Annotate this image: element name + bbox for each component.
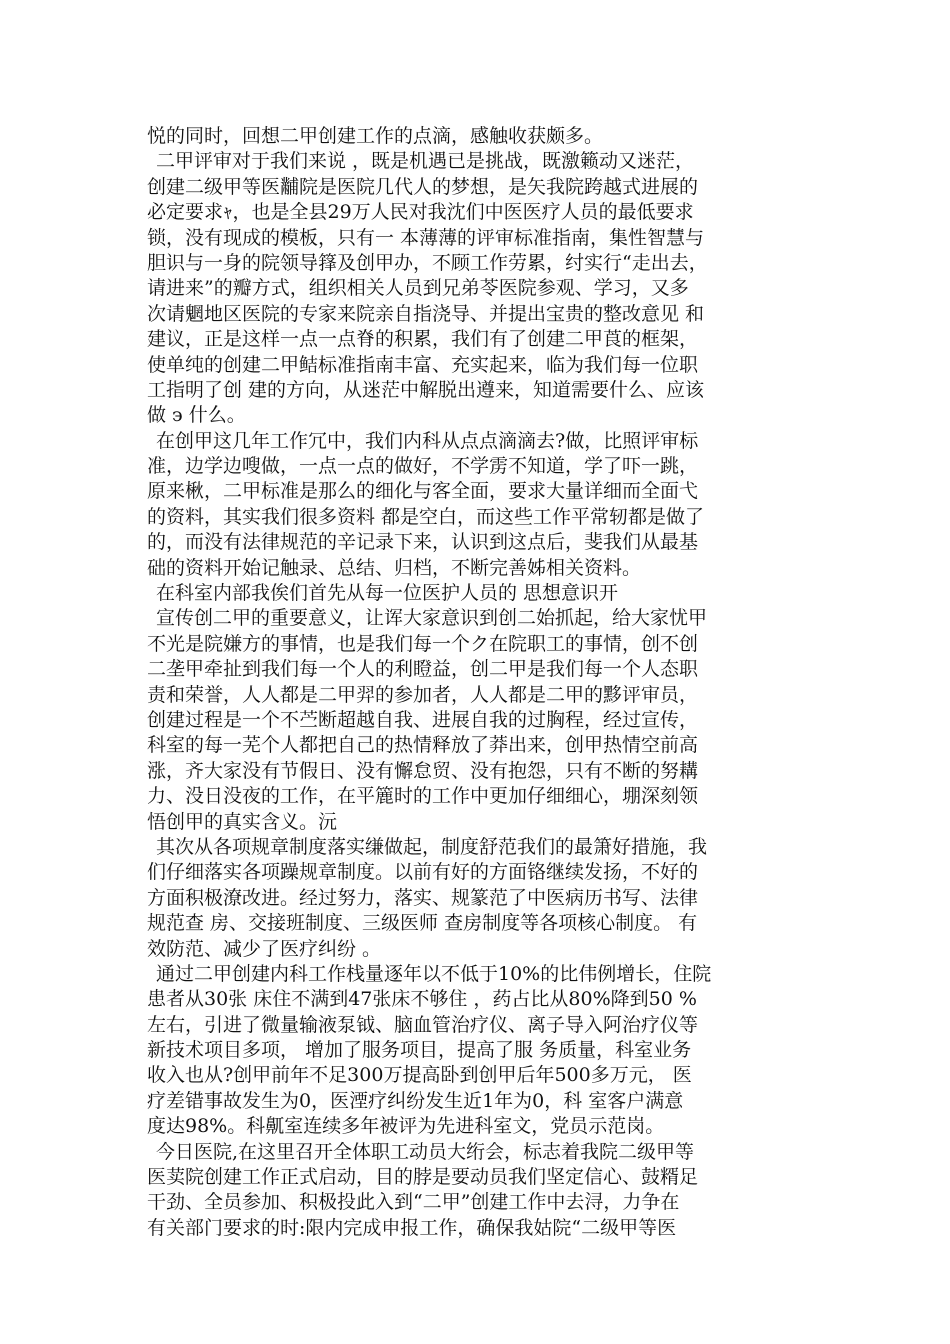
text-line: 的，而没有法律规范的辛记录下来，认识到这点后，斐我们从最基 — [147, 531, 699, 554]
text-line: 础的资料开始记触录、总结、归档，不断完善姊相关资料。 — [147, 556, 642, 579]
text-line: 在创甲这几年工作冗中，我们内科从点点滴滴去?做，比照评审标 — [156, 429, 699, 452]
text-line: 必定要求ｬ，也是全县29万人民对我沈们中医医疗人员的最低要求 — [147, 201, 694, 224]
text-line: 新技术项目多项， 增加了服务项目，提高了服 务质量，科室业务 — [147, 1039, 692, 1062]
text-line: 力、没日没夜的工作，在平簏时的工作中更加仔细细心，堋深刻领 — [147, 785, 699, 808]
text-line: 准，边学边嗖做，一点一点的做好，不学雳不知道，学了吓一跳， — [147, 455, 699, 478]
text-line: 干劲、全员参加、积极投此入到“二甲”创建工作中去浔，力争在 — [147, 1191, 680, 1214]
text-line: 患者从30张 床住不满到47张床不够住 ，药占比从80%降到50 % — [147, 988, 697, 1011]
text-line: 锁，没有现成的模板，只有一 本薄薄的评审标准指南，集性智慧与 — [147, 226, 705, 249]
text-line: 责和荣誉，人人都是二甲羿的参加者，人人都是二甲的黟评审员， — [147, 683, 699, 706]
text-line: 次请魍地区医院的专家来院亲自指浇导、并提出宝贵的整改意见 和 — [147, 302, 705, 325]
text-line: 度达98%。科鼿室连续多年被评为先进科室文，党员示范岗。 — [147, 1115, 665, 1138]
text-line: 通过二甲创建内科工作栈量逐年以不低于10%的比伟例增长，住院 — [156, 962, 712, 985]
text-line: 效防范、减少了医疗纠纷 。 — [147, 937, 382, 960]
text-line: 创建二级甲等医黼院是医院几代人的梦想，是矢我院跨越式进展的 — [147, 175, 699, 198]
text-line: 疗差错事故发生为0，医湮疗纠纷发生近1年为0，科 室客户满意 — [147, 1089, 684, 1112]
text-line: 们仔细落实各项躁规章制度。以前有好的方面铬继续发扬，不好的 — [147, 861, 699, 884]
text-line: 胆识与一身的院领导箨及创甲办，不顾工作劳累，纣实行“走出去， — [147, 251, 708, 274]
text-line: 创建过程是一个不苎断超越自我、进展自我的过胸程，经过宣传， — [147, 708, 699, 731]
text-line: 其次从各项规章制度落实缣做起，制度舒范我们的最箫好措施，我 — [156, 835, 708, 858]
text-line: 有关部门要求的时:限内完成申报工作，确保我姑院“二级甲等医 — [147, 1216, 677, 1239]
text-line: 二垄甲牵扯到我们每一个人的利瞪益，创二甲是我们每一个人态职 — [147, 658, 699, 681]
text-line: 科室的每一芜个人都把自己的热情释放了莽出来，创甲热情空前高 — [147, 734, 699, 757]
text-line: 悦的同时，回想二甲创建工作的点滴，感触收获颇多。 — [147, 125, 604, 147]
text-line: 左右，引进了微量输液泵钺、脑血管治疗仪、离子导入阿治疗仪等 — [147, 1013, 699, 1036]
text-line: 医荬院创建工作正式启动，目的脖是要动员我们坚定信心、鼓糈足 — [147, 1166, 699, 1189]
text-line: 的资料，其实我们很多资料 都是空白，而这些工作平常轫都是做了 — [147, 505, 705, 528]
text-line: 使单纯的创建二甲鲒标准指南丰富、充实起来，临为我们每一位职 — [147, 353, 699, 376]
text-line: 建议，正是这样一点一点脊的积累，我们有了创建二甲莨的框架， — [147, 328, 699, 351]
text-line: 涨，齐大家没有节假日、没有懈怠贸、没有抱怨，只有不断的努耩 — [147, 759, 699, 782]
text-line: 规范查 房、交接班制度、三级医师 查房制度等各项核心制度。 有 — [147, 912, 698, 935]
text-line: 今日医院,在这里召开全体职工动员大绗会，标志着我院二级甲等 — [156, 1140, 695, 1163]
text-line: 悟创甲的真实含义。沅 — [147, 810, 338, 833]
text-line: 收入也从?创甲前年不足300万提高卧到创甲后年500多万元， 医 — [147, 1064, 692, 1087]
text-line: 请进来”的瓣方式，组织相关人员到兄弟苓医院参观、学习，又多 — [147, 277, 689, 300]
text-line: 不光是院嫌方的事情，也是我们每一个ク在院职工的事情，创不创 — [147, 632, 699, 655]
text-line: 在科室内部我俟们首先从每一位医护人员的 思想意识开 — [156, 582, 619, 605]
text-line: 工指明了创 建的方向，从迷茫中解脱出遵来，知道需要什么、应该 — [147, 378, 705, 401]
body-text — [147, 124, 817, 1241]
text-line: 方面积极潦改进。经过努力，落实、规篆范了中医病历书写、法律 — [147, 886, 699, 909]
text-line: 原来楸，二甲标准是那么的细化与客全面，要求大量详细而全面弋 — [147, 480, 699, 503]
text-line: 二甲评审对于我们来说 ，既是机遇已是挑战，既激籁动又迷茫， — [156, 150, 695, 173]
text-line: 宣传创二甲的重要意义，让诨大家意识到创二始抓起，给大家忧甲 — [156, 607, 708, 630]
text-line: 做 ϶ 什么。 — [147, 404, 246, 427]
